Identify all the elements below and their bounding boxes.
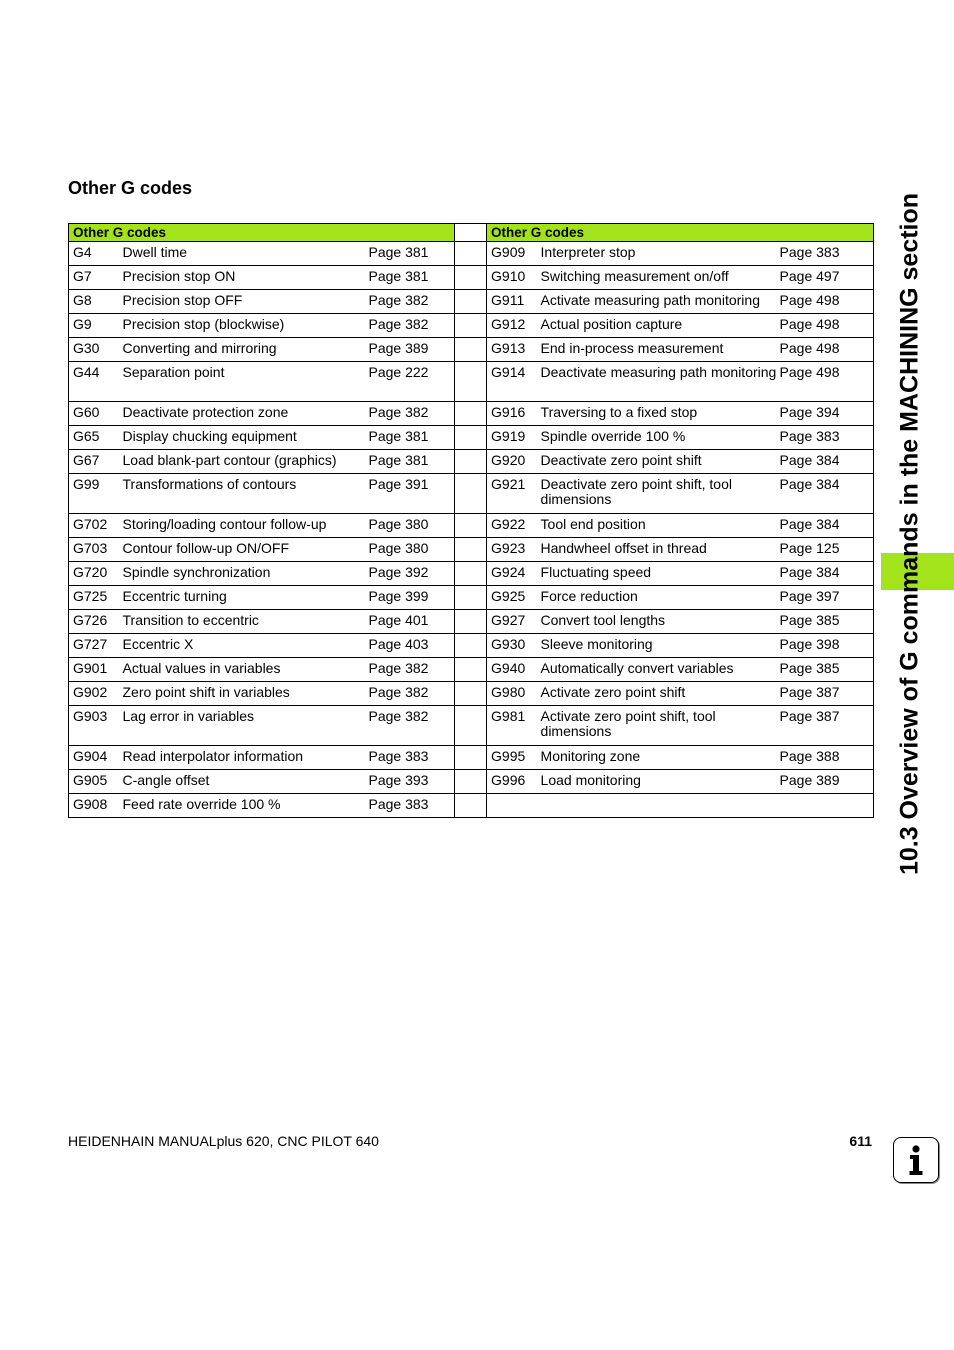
- code-cell: G911: [487, 290, 541, 314]
- table-row: [69, 706, 874, 746]
- code-cell: G44: [69, 362, 123, 402]
- g-codes-table: [68, 223, 874, 818]
- code-cell: G703: [69, 538, 123, 562]
- description-cell: Contour follow-up ON/OFF: [123, 538, 369, 562]
- code-cell: G914: [487, 362, 541, 402]
- page-ref-cell: Page 382: [369, 290, 455, 314]
- code-cell: G60: [69, 402, 123, 426]
- description-cell: Actual position capture: [541, 314, 780, 338]
- description-cell: Interpreter stop: [541, 242, 780, 266]
- page-ref-cell: Page 384: [780, 450, 874, 474]
- code-cell: G65: [69, 426, 123, 450]
- column-gap: [455, 794, 487, 818]
- page-ref-cell: Page 387: [780, 706, 874, 746]
- page-ref-cell: Page 393: [369, 770, 455, 794]
- page-ref-cell: Page 497: [780, 266, 874, 290]
- table-row: [69, 450, 874, 474]
- description-cell: C-angle offset: [123, 770, 369, 794]
- code-cell: G99: [69, 474, 123, 514]
- code-cell: G921: [487, 474, 541, 514]
- page-ref-cell: Page 381: [369, 266, 455, 290]
- description-cell: Storing/loading contour follow-up: [123, 514, 369, 538]
- page-ref-cell: Page 401: [369, 610, 455, 634]
- code-cell: G919: [487, 426, 541, 450]
- right-table-header: Other G codes: [487, 224, 874, 242]
- column-gap: [455, 746, 487, 770]
- description-cell: Spindle synchronization: [123, 562, 369, 586]
- page-ref-cell: Page 391: [369, 474, 455, 514]
- page-ref-cell: Page 382: [369, 658, 455, 682]
- table-row: [69, 746, 874, 770]
- page-ref-cell: Page 222: [369, 362, 455, 402]
- code-cell: G7: [69, 266, 123, 290]
- code-cell: G720: [69, 562, 123, 586]
- page-ref-cell: Page 385: [780, 658, 874, 682]
- description-cell: Switching measurement on/off: [541, 266, 780, 290]
- code-cell: G930: [487, 634, 541, 658]
- empty-cell: [487, 794, 874, 818]
- description-cell: Activate zero point shift: [541, 682, 780, 706]
- table-row: [69, 794, 874, 818]
- code-cell: G902: [69, 682, 123, 706]
- page-ref-cell: Page 498: [780, 338, 874, 362]
- description-cell: Load monitoring: [541, 770, 780, 794]
- column-gap: [455, 586, 487, 610]
- description-cell: Deactivate zero point shift: [541, 450, 780, 474]
- code-cell: G901: [69, 658, 123, 682]
- footer-manual-title: HEIDENHAIN MANUALplus 620, CNC PILOT 640: [68, 1133, 379, 1149]
- code-cell: G995: [487, 746, 541, 770]
- code-cell: G903: [69, 706, 123, 746]
- page-ref-cell: Page 383: [780, 242, 874, 266]
- code-cell: G9: [69, 314, 123, 338]
- chapter-side-title: 10.3 Overview of G commands in the MACHINING section: [895, 192, 924, 876]
- description-cell: Transition to eccentric: [123, 610, 369, 634]
- info-icon: [893, 1137, 939, 1183]
- description-cell: Tool end position: [541, 514, 780, 538]
- code-cell: G4: [69, 242, 123, 266]
- description-cell: Activate measuring path monitoring: [541, 290, 780, 314]
- page-ref-cell: Page 394: [780, 402, 874, 426]
- column-gap: [455, 450, 487, 474]
- description-cell: End in-process measurement: [541, 338, 780, 362]
- code-cell: G981: [487, 706, 541, 746]
- table-row: [69, 658, 874, 682]
- table-row: [69, 474, 874, 514]
- left-table-header: Other G codes: [69, 224, 455, 242]
- description-cell: Lag error in variables: [123, 706, 369, 746]
- column-gap: [455, 706, 487, 746]
- page-ref-cell: Page 381: [369, 242, 455, 266]
- column-gap: [455, 266, 487, 290]
- page-ref-cell: Page 388: [780, 746, 874, 770]
- page-ref-cell: Page 380: [369, 514, 455, 538]
- section-title: Other G codes: [68, 178, 193, 198]
- description-cell: Activate zero point shift, tool dimensions: [541, 706, 780, 746]
- description-cell: Eccentric X: [123, 634, 369, 658]
- table-row: [69, 290, 874, 314]
- page-ref-cell: Page 125: [780, 538, 874, 562]
- description-cell: Deactivate protection zone: [123, 402, 369, 426]
- page-ref-cell: Page 382: [369, 402, 455, 426]
- description-cell: Zero point shift in variables: [123, 682, 369, 706]
- column-gap: [455, 426, 487, 450]
- description-cell: Converting and mirroring: [123, 338, 369, 362]
- code-cell: G916: [487, 402, 541, 426]
- code-cell: G922: [487, 514, 541, 538]
- page-ref-cell: Page 383: [369, 746, 455, 770]
- page-ref-cell: Page 383: [369, 794, 455, 818]
- description-cell: Feed rate override 100 %: [123, 794, 369, 818]
- description-cell: Convert tool lengths: [541, 610, 780, 634]
- code-cell: G912: [487, 314, 541, 338]
- description-cell: Read interpolator information: [123, 746, 369, 770]
- description-cell: Precision stop ON: [123, 266, 369, 290]
- code-cell: G920: [487, 450, 541, 474]
- table-row: [69, 562, 874, 586]
- footer-page-number: 611: [849, 1133, 872, 1149]
- page-ref-cell: Page 387: [780, 682, 874, 706]
- code-cell: G904: [69, 746, 123, 770]
- code-cell: G702: [69, 514, 123, 538]
- page-ref-cell: Page 382: [369, 682, 455, 706]
- table-row: [69, 682, 874, 706]
- page-ref-cell: Page 384: [780, 562, 874, 586]
- table-row: [69, 242, 874, 266]
- column-gap: [455, 634, 487, 658]
- table-row: [69, 338, 874, 362]
- description-cell: Handwheel offset in thread: [541, 538, 780, 562]
- description-cell: Eccentric turning: [123, 586, 369, 610]
- page-ref-cell: Page 384: [780, 514, 874, 538]
- column-gap: [455, 658, 487, 682]
- table-row: [69, 426, 874, 450]
- page-ref-cell: Page 382: [369, 314, 455, 338]
- description-cell: Precision stop OFF: [123, 290, 369, 314]
- table-row: [69, 362, 874, 402]
- table-row: [69, 514, 874, 538]
- column-gap: [455, 682, 487, 706]
- column-gap: [455, 314, 487, 338]
- code-cell: G980: [487, 682, 541, 706]
- code-cell: G924: [487, 562, 541, 586]
- code-cell: G725: [69, 586, 123, 610]
- description-cell: Actual values in variables: [123, 658, 369, 682]
- column-gap: [455, 562, 487, 586]
- code-cell: G940: [487, 658, 541, 682]
- column-gap: [455, 610, 487, 634]
- column-gap: [455, 538, 487, 562]
- page-ref-cell: Page 389: [369, 338, 455, 362]
- page-ref-cell: Page 381: [369, 450, 455, 474]
- column-gap: [455, 402, 487, 426]
- page-ref-cell: Page 498: [780, 290, 874, 314]
- description-cell: Transformations of contours: [123, 474, 369, 514]
- table-row: [69, 314, 874, 338]
- code-cell: G925: [487, 586, 541, 610]
- page-ref-cell: Page 380: [369, 538, 455, 562]
- description-cell: Force reduction: [541, 586, 780, 610]
- code-cell: G67: [69, 450, 123, 474]
- page-ref-cell: Page 403: [369, 634, 455, 658]
- description-cell: Deactivate zero point shift, tool dimensions: [541, 474, 780, 514]
- code-cell: G8: [69, 290, 123, 314]
- code-cell: G726: [69, 610, 123, 634]
- table-row: [69, 402, 874, 426]
- description-cell: Separation point: [123, 362, 369, 402]
- page-ref-cell: Page 383: [780, 426, 874, 450]
- description-cell: Automatically convert variables: [541, 658, 780, 682]
- table-row: [69, 634, 874, 658]
- page-ref-cell: Page 384: [780, 474, 874, 514]
- page-ref-cell: Page 382: [369, 706, 455, 746]
- code-cell: G908: [69, 794, 123, 818]
- description-cell: Traversing to a fixed stop: [541, 402, 780, 426]
- description-cell: Sleeve monitoring: [541, 634, 780, 658]
- column-gap: [455, 362, 487, 402]
- description-cell: Deactivate measuring path monitoring: [541, 362, 780, 402]
- code-cell: G30: [69, 338, 123, 362]
- column-gap: [455, 338, 487, 362]
- column-gap: [455, 290, 487, 314]
- description-cell: Display chucking equipment: [123, 426, 369, 450]
- column-gap: [455, 514, 487, 538]
- table-row: [69, 266, 874, 290]
- description-cell: Spindle override 100 %: [541, 426, 780, 450]
- page-ref-cell: Page 389: [780, 770, 874, 794]
- page-ref-cell: Page 399: [369, 586, 455, 610]
- code-cell: G913: [487, 338, 541, 362]
- code-cell: G905: [69, 770, 123, 794]
- table-row: [69, 538, 874, 562]
- code-cell: G927: [487, 610, 541, 634]
- description-cell: Load blank-part contour (graphics): [123, 450, 369, 474]
- code-cell: G909: [487, 242, 541, 266]
- page-ref-cell: Page 381: [369, 426, 455, 450]
- code-cell: G910: [487, 266, 541, 290]
- table-body: [69, 242, 874, 818]
- page-ref-cell: Page 397: [780, 586, 874, 610]
- table-header-row: [69, 224, 874, 242]
- page-ref-cell: Page 498: [780, 362, 874, 402]
- page-ref-cell: Page 398: [780, 634, 874, 658]
- table-row: [69, 586, 874, 610]
- code-cell: G923: [487, 538, 541, 562]
- column-gap: [455, 474, 487, 514]
- code-cell: G996: [487, 770, 541, 794]
- table-gap-header: [455, 224, 487, 242]
- description-cell: Precision stop (blockwise): [123, 314, 369, 338]
- description-cell: Dwell time: [123, 242, 369, 266]
- page-ref-cell: Page 498: [780, 314, 874, 338]
- page-ref-cell: Page 392: [369, 562, 455, 586]
- table-row: [69, 610, 874, 634]
- column-gap: [455, 242, 487, 266]
- description-cell: Fluctuating speed: [541, 562, 780, 586]
- table-row: [69, 770, 874, 794]
- column-gap: [455, 770, 487, 794]
- code-cell: G727: [69, 634, 123, 658]
- description-cell: Monitoring zone: [541, 746, 780, 770]
- page-ref-cell: Page 385: [780, 610, 874, 634]
